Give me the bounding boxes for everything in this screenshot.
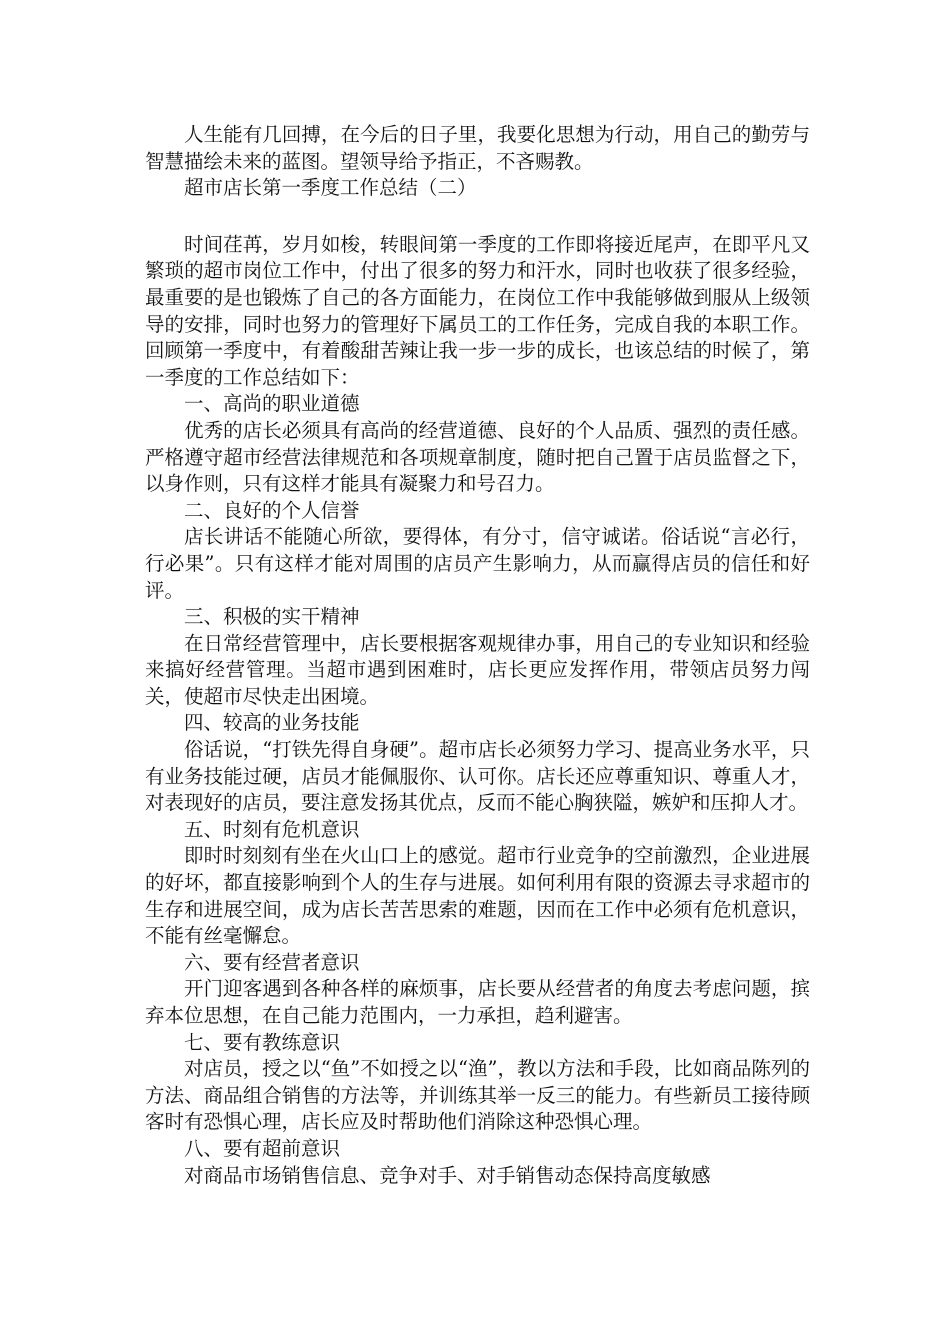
section-heading-7: 七、要有教练意识 xyxy=(184,1030,341,1054)
section-body-6: 开门迎客遇到各种各样的麻烦事，店长要从经营者的角度去考虑问题，摈弃本位思想，在自己能力范围内，一力承担，趋利避害。 xyxy=(145,977,810,1027)
section-heading-5: 五、时刻有危机意识 xyxy=(184,817,360,841)
section-body-4: 俗话说，“打铁先得自身硬”。超市店长必须努力学习、提高业务水平，只有业务技能过硬，店员才能佩服你、认可你。店长还应尊重知识、尊重人才，对表现好的店员，要注意发扬其优点，反而不能心胸狭隘，嫉妒和压抑人才。 xyxy=(145,738,810,815)
section-heading-1: 一、高尚的职业道德 xyxy=(184,392,360,416)
intro-paragraph: 人生能有几回搏，在今后的日子里，我要化思想为行动，用自己的勤劳与智慧描绘未来的蓝图。望领导给予指正，不吝赐教。 xyxy=(145,123,810,173)
section-heading-3: 三、积极的实干精神 xyxy=(184,605,360,629)
section-body-3: 在日常经营管理中，店长要根据客观规律办事，用自己的专业知识和经验来搞好经营管理。当超市遇到困难时，店长更应发挥作用，带领店员努力闯关，使超市尽快走出困境。 xyxy=(145,631,810,708)
document-title: 超市店长第一季度工作总结（二） xyxy=(184,176,477,200)
section-body-2: 店长讲话不能随心所欲，要得体，有分寸，信守诚诺。俗话说“言必行，行必果”。只有这样才能对周围的店员产生影响力，从而赢得店员的信任和好评。 xyxy=(145,525,810,602)
section-body-1: 优秀的店长必须具有高尚的经营道德、良好的个人品质、强烈的责任感。严格遵守超市经营法律规范和各项规章制度，随时把自己置于店员监督之下，以身作则，只有这样才能具有凝聚力和号召力。 xyxy=(145,418,810,496)
section-heading-2: 二、良好的个人信誉 xyxy=(184,498,360,522)
section-body-8: 对商品市场销售信息、竞争对手、对手销售动态保持高度敏感 xyxy=(184,1163,711,1187)
blank-line xyxy=(145,202,810,232)
section-heading-4: 四、较高的业务技能 xyxy=(184,711,360,735)
document-body xyxy=(145,122,810,1189)
opening-paragraph: 时间荏苒，岁月如梭，转眼间第一季度的工作即将接近尾声，在即平凡又繁琐的超市岗位工作中，付出了很多的努力和汗水，同时也收获了很多经验，最重要的是也锻炼了自己的各方面能力，在岗位工作中我能够做到服从上级领导的安排，同时也努力的管理好下属员工的工作任务，完成自我的本职工作。回顾第一季度中，有着酸甜苦辣让我一步一步的成长，也该总结的时候了，第一季度的工作总结如下： xyxy=(145,232,810,389)
section-heading-6: 六、要有经营者意识 xyxy=(184,950,360,974)
section-heading-8: 八、要有超前意识 xyxy=(184,1136,341,1160)
section-body-7: 对店员，授之以“鱼”不如授之以“渔”，教以方法和手段，比如商品陈列的方法、商品组合销售的方法等，并训练其举一反三的能力。有些新员工接待顾客时有恐惧心理，店长应及时帮助他们消除这种恐惧心理。 xyxy=(145,1057,810,1134)
section-body-5: 即时时刻刻有坐在火山口上的感觉。超市行业竞争的空前激烈，企业进展的好坏，都直接影响到个人的生存与进展。如何利用有限的资源去寻求超市的生存和进展空间，成为店长苦苦思索的难题，因而在工作中必须有危机意识，不能有丝毫懈怠。 xyxy=(145,844,810,948)
